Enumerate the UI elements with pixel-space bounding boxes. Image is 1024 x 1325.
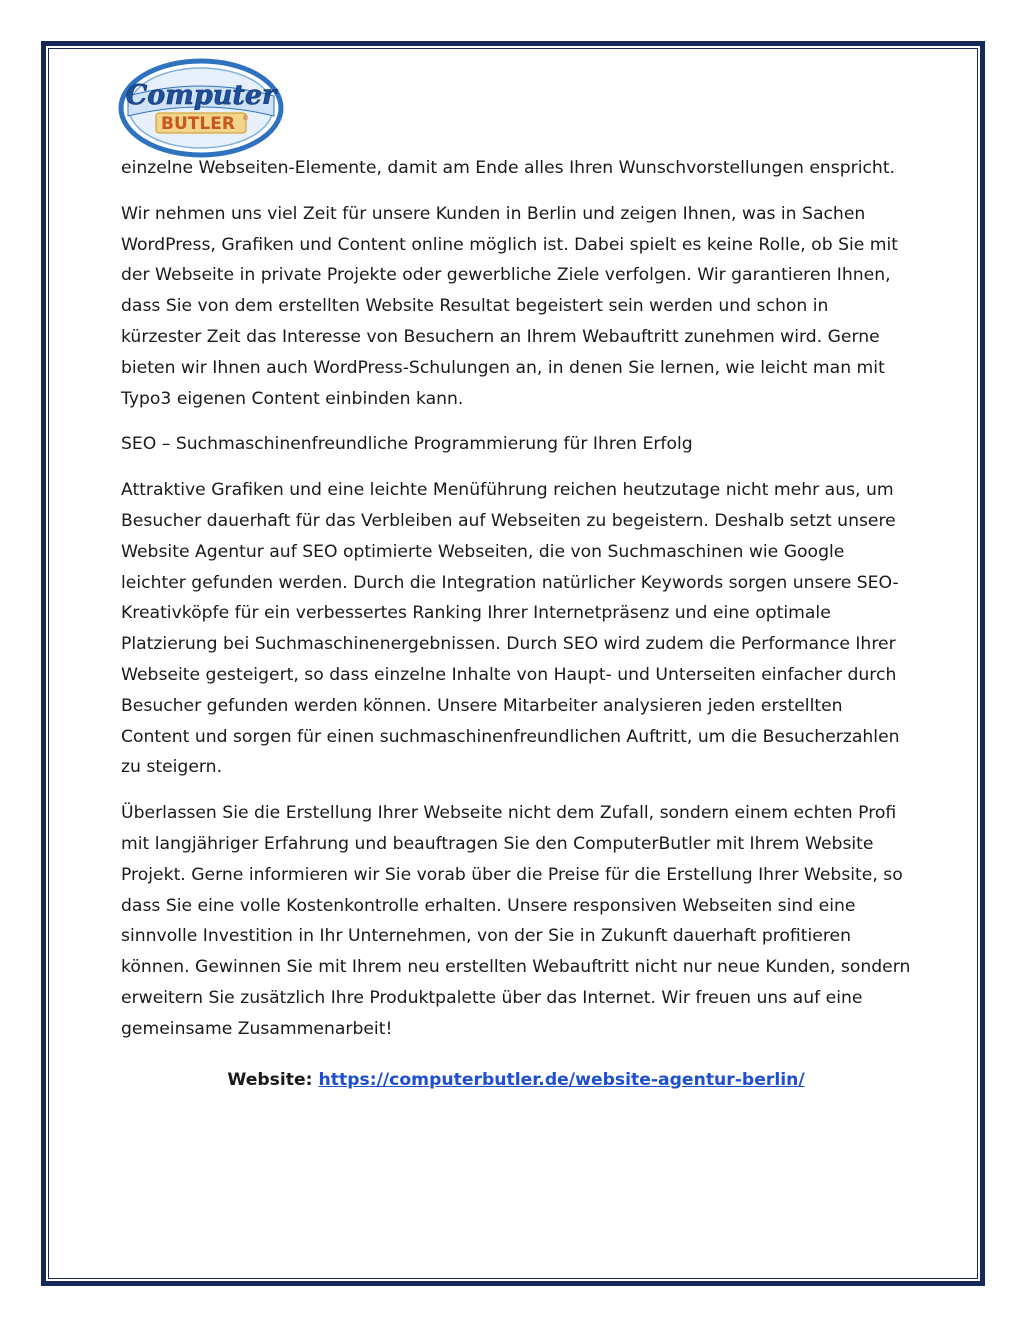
registered-mark: ® bbox=[242, 114, 249, 122]
logo-wordmark-computer: Computer bbox=[125, 80, 277, 111]
paragraph: einzelne Webseiten-Elemente, damit am Ende alles Ihren Wunschvorstellungen enspricht. bbox=[121, 158, 896, 178]
computer-butler-logo bbox=[118, 58, 284, 158]
section-heading: SEO – Suchmaschinenfreundliche Programmierung für Ihren Erfolg bbox=[121, 434, 693, 455]
website-link[interactable]: https://computerbutler.de/website-agentur-berlin/ bbox=[318, 1069, 805, 1090]
logo-wordmark-butler: BUTLER bbox=[161, 114, 235, 134]
website-line bbox=[121, 1065, 911, 1095]
paragraph: Attraktive Grafiken und eine leichte Menüführung reichen heutzutage nicht mehr aus, um Besucher dauerhaft für das Verbleiben auf Webseiten zu begeistern. Deshalb setzt unsere Website Agentur auf SEO optimierte Webseiten, die von Suchmaschinen wie Google leichter gefunden werden. Durch die Integration natürlicher Keywords sorgen unsere SEO-Kreativköpfe für ein verbessertes Ranking Ihrer Internetpräsenz und eine optimale Platzierung bei Suchmaschinenergebnissen. Durch SEO wird zudem die Performance Ihrer Webseite gesteigert, so dass einzelne Inhalte von Haupt- und Unterseiten einfacher durch Besucher gefunden werden können. Unsere Mitarbeiter analysieren jeden erstellten Content und sorgen für einen suchmaschinenfreundlichen Auftritt, um die Besucherzahlen zu steigern. bbox=[121, 480, 900, 778]
website-label: Website: bbox=[227, 1069, 319, 1090]
paragraph: Wir nehmen uns viel Zeit für unsere Kunden in Berlin und zeigen Ihnen, was in Sachen WordPress, Grafiken und Content online möglich ist. Dabei spielt es keine Rolle, ob Sie mit der Webseite in private Projekte oder gewerbliche Ziele verfolgen. Wir garantieren Ihnen, dass Sie von dem erstellten Website Resultat begeistert sein werden und schon in kürzester Zeit das Interesse von Besuchern an Ihrem Webauftritt zunehmen wird. Gerne bieten wir Ihnen auch WordPress-Schulungen an, in denen Sie lernen, wie leicht man mit Typo3 eigenen Content einbinden kann. bbox=[121, 203, 899, 409]
document-body bbox=[121, 153, 911, 1095]
paragraph: Überlassen Sie die Erstellung Ihrer Webseite nicht dem Zufall, sondern einem echten Profi mit langjähriger Erfahrung und beauftragen Sie den ComputerButler mit Ihrem Website Projekt. Gerne informieren wir Sie vorab über die Preise für die Erstellung Ihrer Website, so dass Sie eine volle Kostenkontrolle erhalten. Unsere responsiven Webseiten sind eine sinnvolle Investition in Ihr Unternehmen, von der Sie in Zukunft dauerhaft profitieren können. Gewinnen Sie mit Ihrem neu erstellten Webauftritt nicht nur neue Kunden, sondern erweitern Sie zusätzlich Ihre Produktpalette über das Internet. Wir freuen uns auf eine gemeinsame Zusammenarbeit! bbox=[121, 803, 911, 1039]
